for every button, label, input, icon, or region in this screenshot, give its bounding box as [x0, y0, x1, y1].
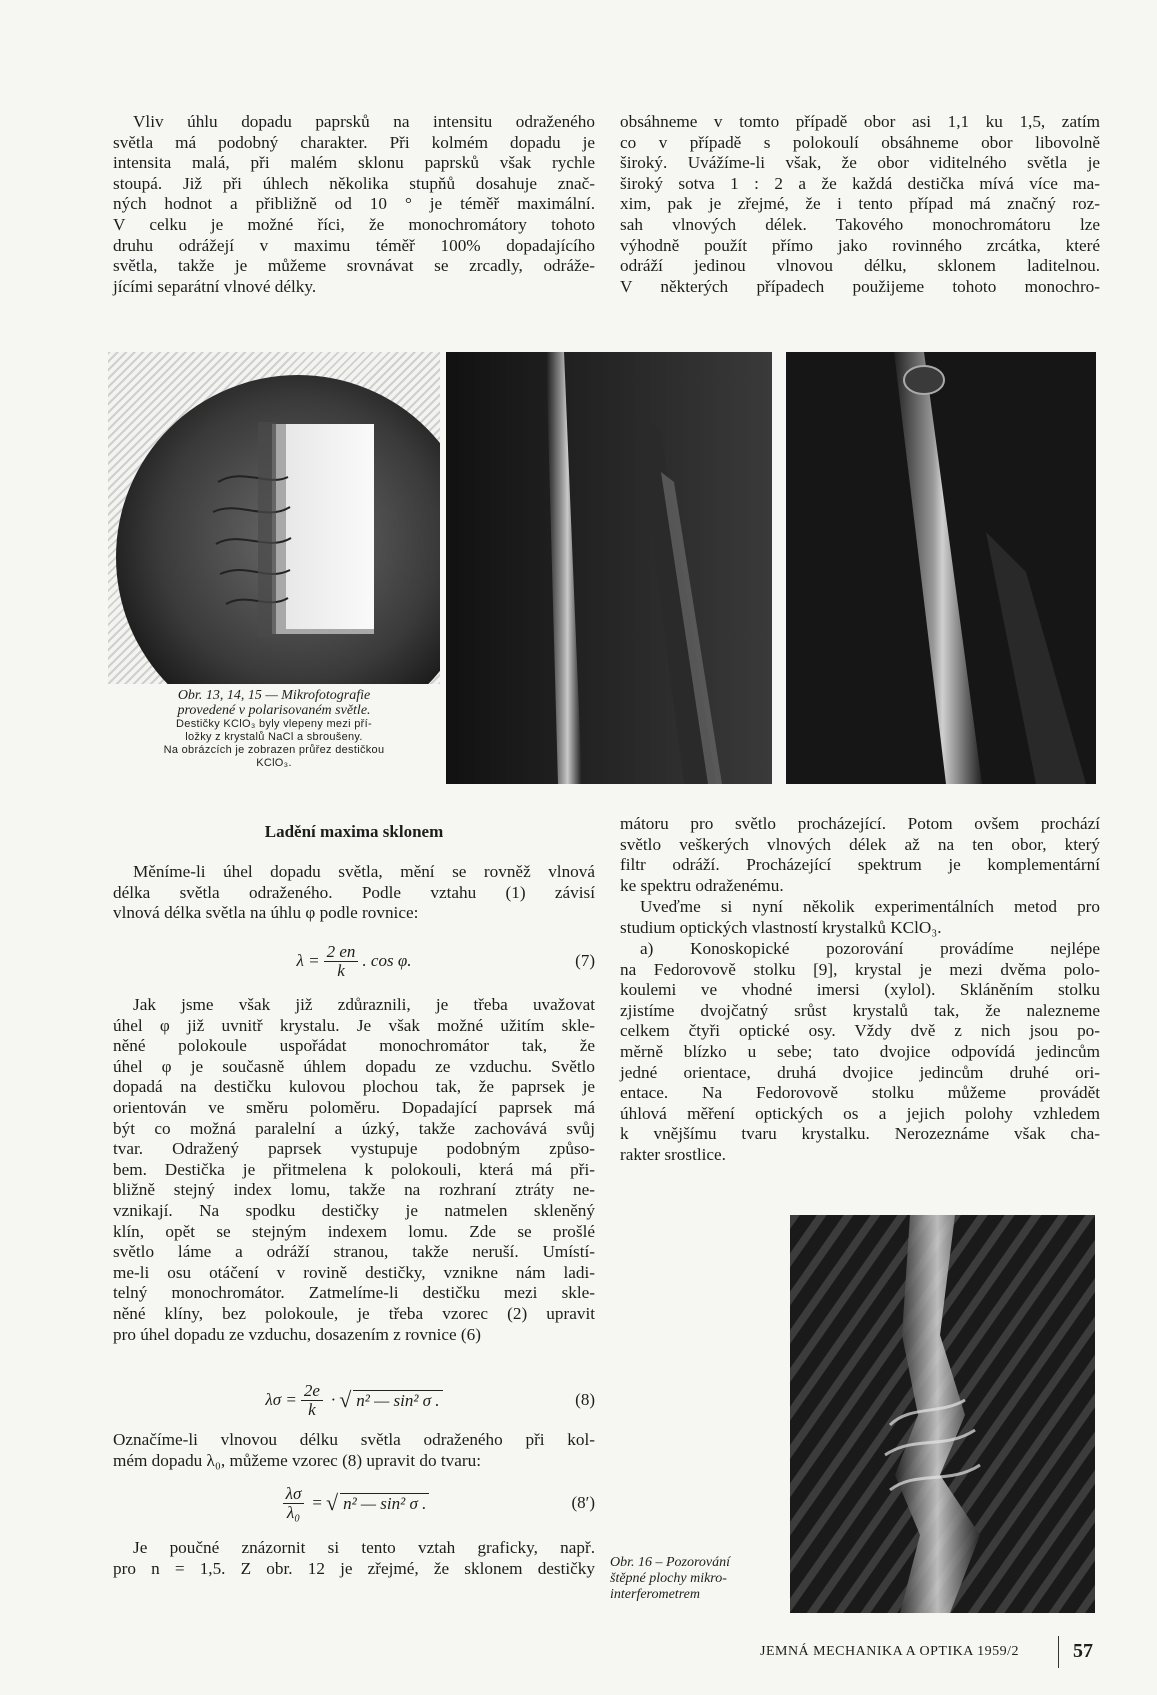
text-line: mátoru pro světlo procházející. Potom ovšem prochází: [620, 814, 1100, 833]
page-number: 57: [1073, 1640, 1093, 1662]
text-line: široký sotva 1 : 2 a že každá destička mívá více ma-: [620, 173, 1100, 193]
eq8p-label: (8′): [571, 1493, 595, 1512]
equation-7: [113, 940, 595, 982]
eq7-label: (7): [575, 951, 595, 970]
text-line: klín, opět se stejným indexem lomu. Zde se prošlé: [113, 1221, 595, 1241]
col1-para-c: [113, 1430, 595, 1471]
footer-divider: [1058, 1636, 1059, 1668]
text-line: entace. Na Fedorovově stolku můžeme provádět: [620, 1083, 1100, 1103]
eq8-denominator: k: [308, 1399, 316, 1419]
text-line: co v případě s polokoulí obsáhneme obor libovolně: [620, 132, 1100, 152]
text-line: na Fedorovově stolku [9], krystal je mezi dvěma polo-: [620, 959, 1100, 979]
col1-para-d: [113, 1538, 595, 1579]
eq7-denominator: k: [337, 960, 345, 980]
text-line: bližně stejný index lomu, takže na rozhraní ztráty ne-: [113, 1180, 595, 1200]
micrograph-14: [446, 352, 772, 784]
text-line: vznikají. Na spodku destičky je natmelen skleněný: [113, 1200, 595, 1220]
text-line: světla má podobný charakter. Při kolmém dopadu je: [113, 132, 595, 152]
text-line: měrně blízko u sebe; tato dvojice odpovídá jedincům: [620, 1041, 1100, 1061]
journal-footer: JEMNÁ MECHANIKA A OPTIKA 1959/2: [760, 1644, 1019, 1659]
caption-text: Na obrázcích je zobrazen průřez destičkou: [163, 744, 385, 756]
eq8-fraction: [301, 1382, 323, 1419]
text-line: telný monochromátor. Zatmelíme-li destičku mezi skle-: [113, 1283, 595, 1303]
eq8p-numerator: λσ: [283, 1485, 305, 1504]
sqrt-sign: √: [325, 1490, 339, 1515]
text-line: odráží jedinou vlnovou délku, sklonem laditelnou.: [620, 256, 1100, 276]
text-line: jedné orientace, druhá dvojice jedincům druhé ori-: [620, 1062, 1100, 1082]
caption-text: KClO₃.: [256, 757, 292, 769]
micrograph-16-image: [790, 1215, 1095, 1613]
text-line: vlnová délka světla na úhlu φ podle rovnice:: [113, 903, 419, 923]
eq7-fraction: [324, 943, 359, 980]
text-line: světlo veškerých vlnových délek až na ten obor, který: [620, 834, 1100, 854]
micrograph-15: [786, 352, 1096, 784]
text-line: Je poučné znázornit si tento vztah graficky, např.: [133, 1538, 595, 1557]
text-line: zjistíme dvojčatný srůst krystalů tak, že nalezneme: [620, 1000, 1100, 1020]
text-line: něné klíny, bez polokoule, je třeba vzorec (2) upravit: [113, 1303, 595, 1323]
caption-text: ložky z krystalů NaCl a sbroušeny.: [185, 731, 363, 743]
eq8-numerator: 2e: [301, 1382, 323, 1401]
col2-para-a: [620, 814, 1100, 896]
text-line: celkem čtyři optické osy. Vždy dvě z nich jsou po-: [620, 1021, 1100, 1041]
text-line: sah vlnových délek. Takového monochromátoru lze: [620, 214, 1100, 234]
text-line: ných hodnot a přibližně od 10 ° je téměř maximální.: [113, 194, 595, 214]
eq8p-radicand: n² — sin² σ .: [340, 1493, 429, 1514]
text-line: intensita malá, při malém sklonu paprsků však rychle: [113, 153, 595, 173]
eq8-label: (8): [575, 1390, 595, 1409]
equation-8-prime: [113, 1480, 595, 1526]
caption-title: Obr. 13, 14, 15 — Mikrofotografie: [177, 688, 371, 703]
text-line: Měníme-li úhel dopadu světla, mění se rovněž vlnová: [133, 862, 595, 881]
eq7-numerator: 2 en: [324, 943, 359, 962]
micrograph-16: [790, 1215, 1095, 1613]
eq8p-equals: =: [312, 1493, 322, 1512]
caption-title: provedené v polarisovaném světle.: [177, 703, 371, 718]
caption-line: štěpné plochy mikro-: [610, 1571, 727, 1586]
micrograph-13-image: [108, 352, 440, 684]
text-line: výhodně použít přímo jako rovinného zrcátka, které: [620, 235, 1100, 255]
col1-para-a: [113, 862, 595, 924]
text-line: úhlová měření optických os a jejich polohy vzhledem: [620, 1103, 1100, 1123]
col2-para-b: [620, 897, 1100, 938]
text-line: rakter srostlice.: [620, 1144, 726, 1164]
caption-line: interferometrem: [610, 1587, 700, 1602]
text-line: filtr odráží. Procházející spektrum je komplementární: [620, 855, 1100, 875]
text-line: me-li osu otáčení v rovině destičky, vznikne nám ladi-: [113, 1262, 595, 1282]
text-line: mém dopadu λ₀, můžeme vzorec (8) upravit do tvaru:: [113, 1450, 481, 1470]
text-line: ke spektru odraženému.: [620, 875, 784, 895]
text-line: orientován ve směru poloměru. Dopadající paprsek má: [113, 1097, 595, 1117]
col1-para-b: [113, 995, 595, 1345]
col2-para-c: [620, 939, 1100, 1166]
micrograph-13: [108, 352, 440, 684]
text-line: koulemi ve vhodné imersi (xylol). Skláněním stolku: [620, 980, 1100, 1000]
eq8p-denominator: λ₀: [286, 1502, 301, 1522]
text-line: úhel φ již uvnitř krystalu. Je však možné užitím skle-: [113, 1015, 595, 1035]
text-line: xim, pak je zřejmé, že i tento případ má značný roz-: [620, 194, 1100, 214]
text-line: délka světla odraženého. Podle vztahu (1) závisí: [113, 882, 595, 902]
text-line: jícími separátní vlnové délky.: [113, 276, 317, 296]
text-line: Jak jsme však již zdůraznili, je třeba uvažovat: [133, 995, 595, 1014]
text-line: stoupá. Již při úhlech několika stupňů dosahuje znač-: [113, 173, 595, 193]
eq8-lhs: λσ =: [265, 1390, 297, 1409]
eq8p-fraction: [283, 1485, 305, 1522]
text-line: úhel φ je současně úhlem dopadu ze vzduchu. Světlo: [113, 1056, 595, 1076]
text-line: široký. Uvážíme-li však, že obor viditelného světla je: [620, 153, 1100, 173]
eq7-rhs: . cos φ.: [362, 951, 412, 970]
equation-8: [113, 1378, 595, 1422]
figure-caption-13-15: [108, 688, 440, 770]
text-line: k vnějšímu tvaru krystalku. Nerozeznáme však cha-: [620, 1124, 1100, 1144]
text-line: studium optických vlastností krystalků KClO₃.: [620, 917, 942, 937]
text-line: obsáhneme v tomto případě obor asi 1,1 ku 1,5, zatím: [620, 112, 1100, 131]
text-line: něné polokoule uspořádat monochromátor tak, že: [113, 1036, 595, 1056]
caption-text: Destičky KClO₃ byly vlepeny mezi pří-: [176, 718, 372, 730]
caption-line: Obr. 16 – Pozorování: [610, 1555, 731, 1570]
eq8-dot: ·: [330, 1390, 336, 1409]
text-line: a) Konoskopické pozorování provádíme nejlépe: [640, 939, 1100, 958]
text-line: V celku je možné říci, že monochromátory tohoto: [113, 214, 595, 234]
text-line: světlo láme a odráží stranou, takže neruší. Umístí-: [113, 1242, 595, 1262]
eq7-lhs: λ =: [296, 951, 320, 970]
text-line: V některých případech použijeme tohoto monochro-: [620, 276, 1100, 296]
col2-top-paragraph: [620, 112, 1100, 297]
text-line: tvar. Odražený paprsek vystupuje podobným způso-: [113, 1139, 595, 1159]
text-line: druhu odrážejí v maximu téměř 100% dopadajícího: [113, 235, 595, 255]
text-line: bem. Destička je přitmelena k polokouli, která má při-: [113, 1159, 595, 1179]
text-line: pro úhel dopadu ze vzduchu, dosazením z rovnice (6): [113, 1324, 481, 1344]
text-line: pro n = 1,5. Z obr. 12 je zřejmé, že sklonem destičky: [113, 1558, 595, 1578]
figure-caption-16: [610, 1555, 785, 1603]
micrograph-14-image: [446, 352, 772, 784]
text-line: světla, takže je můžeme srovnávat se zrcadly, odráže-: [113, 256, 595, 276]
text-line: být co možná paralelní a úzký, takže zachovává svůj: [113, 1118, 595, 1138]
section-heading: Ladění maxima sklonem: [264, 822, 444, 841]
text-line: Vliv úhlu dopadu paprsků na intensitu odraženého: [133, 112, 595, 131]
text-line: dopadá na destičku kulovou plochou tak, že paprsek je: [113, 1077, 595, 1097]
sqrt-sign: √: [339, 1387, 352, 1412]
micrograph-15-image: [786, 352, 1096, 784]
eq8-radicand: n² — sin² σ .: [353, 1390, 442, 1411]
col1-top-paragraph: [113, 112, 595, 297]
text-line: Uveďme si nyní několik experimentálních metod pro: [640, 897, 1100, 916]
text-line: Označíme-li vlnovou délku světla odraženého při kol-: [113, 1430, 595, 1449]
